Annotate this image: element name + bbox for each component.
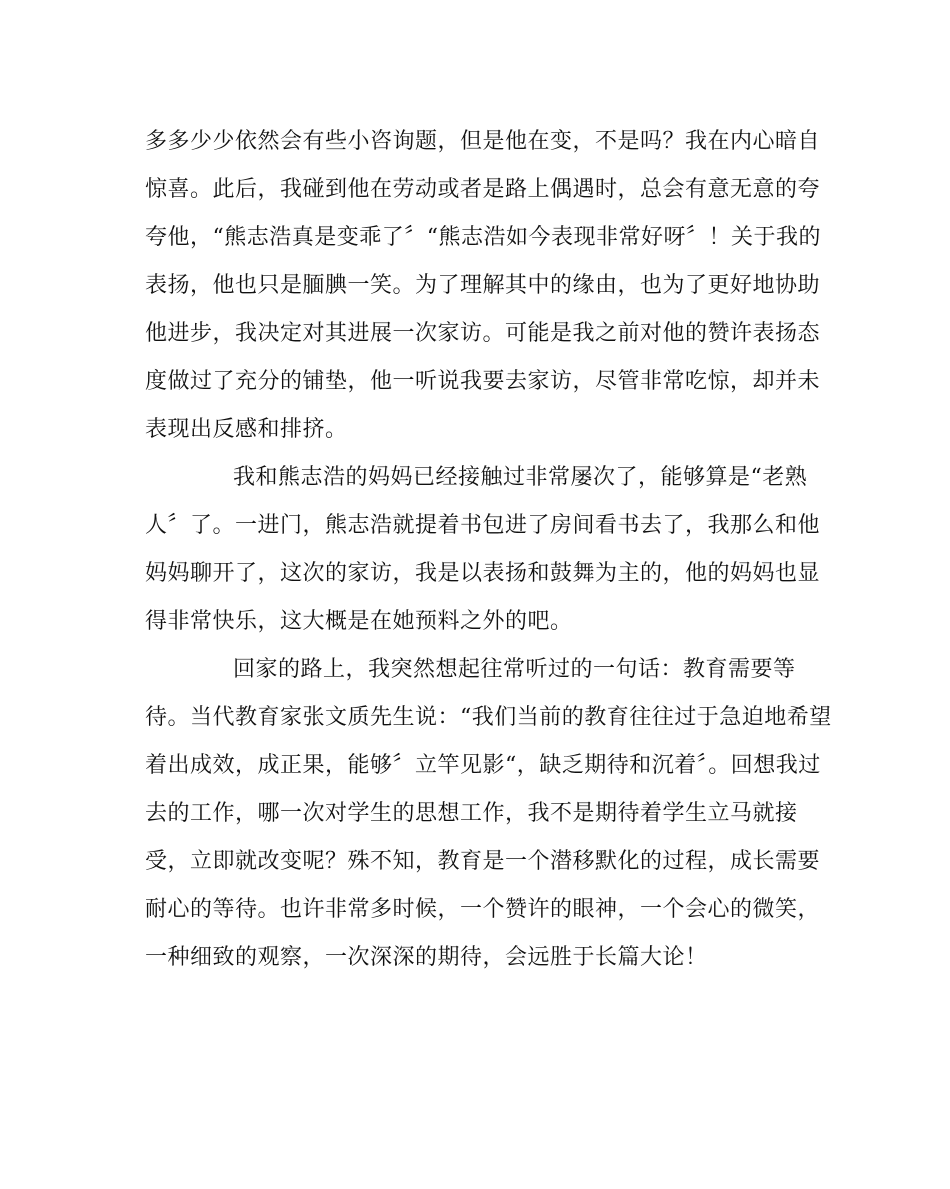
paragraph-1-line-1: 多多少少依然会有些小咨询题，但是他在变，不是吗？我在内心暗自 — [145, 129, 821, 154]
paragraph-1-line-7: 表现出反感和排挤。 — [145, 417, 348, 442]
paragraph-3-line-3: 着出成效，成正果，能够〞立竿见影“，缺乏期待和沉着〞。回想我过 — [145, 753, 821, 778]
paragraph-3-line-4: 去的工作，哪一次对学生的思想工作，我不是期待着学生立马就接 — [145, 801, 798, 826]
paragraph-2-line-1: 我和熊志浩的妈妈已经接触过非常屡次了，能够算是“老熟 — [233, 465, 808, 490]
paragraph-3-line-1: 回家的路上，我突然想起往常听过的一句话：教育需要等 — [233, 657, 796, 682]
paragraph-1-line-4: 表扬，他也只是腼腆一笑。为了理解其中的缘由，也为了更好地协助 — [145, 273, 821, 298]
paragraph-3-line-5: 受，立即就改变呢？殊不知，教育是一个潜移默化的过程，成长需要 — [145, 849, 821, 874]
paragraph-1-line-3: 夸他，“熊志浩真是变乖了〞“熊志浩如今表现非常好呀〞！关于我的 — [145, 225, 821, 250]
paragraph-1-line-5: 他进步，我决定对其进展一次家访。可能是我之前对他的赞许表扬态 — [145, 321, 821, 346]
paragraph-3-line-2: 待。当代教育家张文质先生说：“我们当前的教育往往过于急迫地希望 — [145, 705, 832, 730]
paragraph-1-line-2: 惊喜。此后，我碰到他在劳动或者是路上偶遇时，总会有意无意的夸 — [145, 177, 821, 202]
paragraph-2-line-2: 人〞了。一进门，熊志浩就提着书包进了房间看书去了，我那么和他 — [145, 513, 821, 538]
paragraph-2-line-4: 得非常快乐，这大概是在她预料之外的吧。 — [145, 609, 573, 634]
paragraph-2-line-3: 妈妈聊开了，这次的家访，我是以表扬和鼓舞为主的，他的妈妈也显 — [145, 561, 821, 586]
paragraph-3-line-6: 耐心的等待。也许非常多时候，一个赞许的眼神，一个会心的微笑， — [145, 897, 821, 922]
paragraph-3-line-7: 一种细致的观察，一次深深的期待，会远胜于长篇大论！ — [145, 945, 708, 970]
paragraph-1-line-6: 度做过了充分的铺垫，他一听说我要去家访，尽管非常吃惊，却并未 — [145, 369, 821, 394]
